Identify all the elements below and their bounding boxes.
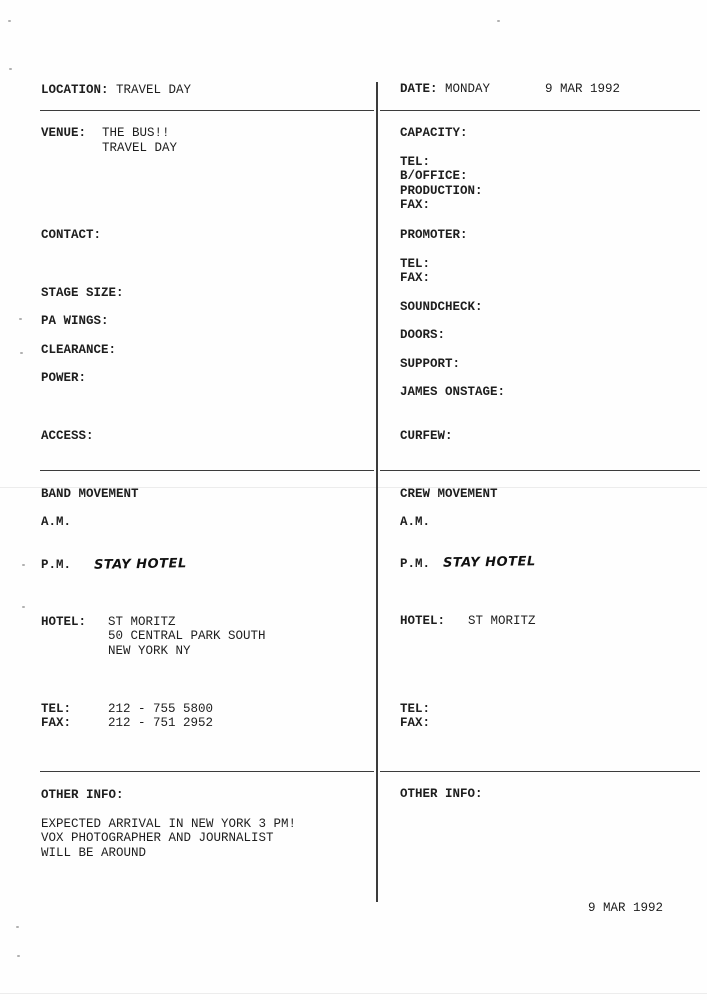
venue-fax-label: FAX:	[400, 198, 431, 212]
promoter-label: PROMOTER:	[400, 228, 468, 242]
power-label: POWER:	[41, 371, 87, 385]
section-divider	[380, 470, 700, 471]
section-divider	[380, 771, 700, 772]
crew-tel-label: TEL:	[400, 702, 431, 716]
location-label: LOCATION:	[41, 83, 109, 97]
crew-movement-title: CREW MOVEMENT	[400, 487, 498, 501]
venue-line-1: THE BUS!!	[102, 126, 170, 140]
section-divider	[380, 110, 700, 111]
paper-speck	[8, 20, 11, 22]
clearance-label: CLEARANCE:	[41, 343, 117, 357]
footer-date: 9 MAR 1992	[588, 901, 664, 915]
other-info-line-1: EXPECTED ARRIVAL IN NEW YORK 3 PM!	[41, 817, 297, 831]
paper-edge	[0, 993, 707, 994]
crew-am-label: A.M.	[400, 515, 431, 529]
pa-wings-label: PA WINGS:	[41, 314, 109, 328]
date-field	[400, 82, 490, 97]
paper-speck	[22, 564, 25, 566]
other-info-line-3: WILL BE AROUND	[41, 846, 147, 860]
curfew-label: CURFEW:	[400, 429, 453, 443]
stage-size-label: STAGE SIZE:	[41, 286, 124, 300]
boffice-label: B/OFFICE:	[400, 169, 468, 183]
crew-pm-handwritten-note: STAY HOTEL	[442, 554, 536, 571]
venue-line-2: TRAVEL DAY	[102, 141, 178, 155]
paper-speck	[20, 352, 23, 354]
crew-hotel-label: HOTEL:	[400, 614, 446, 628]
capacity-label: CAPACITY:	[400, 126, 468, 140]
band-tel-value: 212 - 755 5800	[108, 702, 214, 716]
crew-pm-label: P.M.	[400, 557, 431, 571]
band-hotel-label: HOTEL:	[41, 615, 87, 629]
promoter-fax-label: FAX:	[400, 271, 431, 285]
band-fax-label: FAX:	[41, 716, 72, 730]
venue-label: VENUE:	[41, 126, 87, 140]
production-label: PRODUCTION:	[400, 184, 483, 198]
section-divider	[40, 470, 374, 471]
paper-speck	[9, 68, 12, 70]
band-tel-label: TEL:	[41, 702, 72, 716]
paper-speck	[17, 955, 20, 957]
date-value: 9 MAR 1992	[545, 82, 621, 96]
access-label: ACCESS:	[41, 429, 94, 443]
promoter-tel-label: TEL:	[400, 257, 431, 271]
band-hotel-line-1: ST MORITZ	[108, 615, 176, 629]
james-onstage-label: JAMES ONSTAGE:	[400, 385, 506, 399]
soundcheck-label: SOUNDCHECK:	[400, 300, 483, 314]
support-label: SUPPORT:	[400, 357, 461, 371]
doors-label: DOORS:	[400, 328, 446, 342]
column-divider	[376, 82, 378, 902]
crew-fax-label: FAX:	[400, 716, 431, 730]
crew-hotel-value: ST MORITZ	[468, 614, 536, 628]
paper-speck	[497, 20, 500, 22]
other-info-line-2: VOX PHOTOGRAPHER AND JOURNALIST	[41, 831, 274, 845]
band-pm-label: P.M.	[41, 558, 72, 572]
band-movement-title: BAND MOVEMENT	[41, 487, 139, 501]
contact-label: CONTACT:	[41, 228, 102, 242]
band-pm-handwritten-note: STAY HOTEL	[93, 556, 187, 573]
band-fax-value: 212 - 751 2952	[108, 716, 214, 730]
date-day: MONDAY	[445, 82, 491, 96]
other-info-right-label: OTHER INFO:	[400, 787, 483, 801]
paper-speck	[22, 606, 25, 608]
paper-speck	[16, 926, 19, 928]
venue-tel-label: TEL:	[400, 155, 431, 169]
band-am-label: A.M.	[41, 515, 72, 529]
section-divider	[40, 771, 374, 772]
section-divider	[40, 110, 374, 111]
location-field	[41, 83, 191, 98]
other-info-left-label: OTHER INFO:	[41, 788, 124, 802]
location-value: TRAVEL DAY	[116, 83, 192, 97]
paper-speck	[19, 318, 22, 320]
date-label: DATE:	[400, 82, 438, 96]
band-hotel-line-3: NEW YORK NY	[108, 644, 191, 658]
band-hotel-line-2: 50 CENTRAL PARK SOUTH	[108, 629, 266, 643]
